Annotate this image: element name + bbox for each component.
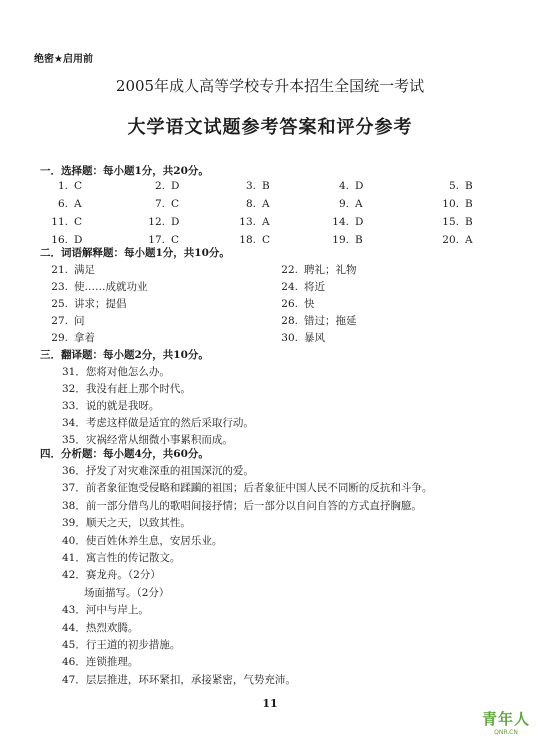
answer-value: D bbox=[355, 216, 364, 228]
question-number: 24. bbox=[281, 281, 298, 293]
answer-value: A bbox=[262, 216, 270, 228]
answer-cell bbox=[42, 279, 148, 294]
answer-cell bbox=[42, 296, 127, 311]
answer-cell bbox=[272, 262, 357, 277]
answer-line: 44．热烈欢腾。 bbox=[62, 621, 139, 634]
section-1-heading: 一．选择题：每小题1分，共20分。 bbox=[40, 165, 209, 177]
answer-value: D bbox=[355, 180, 364, 192]
answer-cell bbox=[234, 216, 270, 228]
question-number: 22. bbox=[281, 264, 298, 276]
answer-cell bbox=[42, 262, 95, 277]
answer-value: 快 bbox=[304, 298, 315, 310]
question-number: 6. bbox=[57, 198, 68, 210]
answer-value: C bbox=[171, 198, 180, 210]
answer-value: C bbox=[74, 180, 83, 192]
answer-cell bbox=[433, 198, 473, 210]
answer-cell bbox=[234, 234, 270, 246]
section-2-heading: 二．词语解释题：每小题1分，共10分。 bbox=[40, 247, 230, 259]
answer-line: 46．连锁推理。 bbox=[62, 656, 139, 669]
answer-value: B bbox=[465, 216, 473, 228]
answer-cell bbox=[42, 330, 95, 345]
answer-line: 34．考虑这样做是适宜的然后采取行动。 bbox=[62, 417, 254, 429]
answer-cell bbox=[141, 180, 179, 192]
answer-value: 聘礼；礼物 bbox=[304, 264, 357, 276]
question-number: 12. bbox=[148, 216, 165, 228]
answer-cell bbox=[433, 180, 473, 192]
answer-value: D bbox=[74, 234, 83, 246]
answer-row bbox=[0, 279, 540, 297]
watermark-url: QNR.CN bbox=[494, 729, 518, 736]
answer-cell bbox=[141, 216, 179, 228]
answer-value: 讲求；提倡 bbox=[74, 298, 127, 310]
answer-line: 47．层层推进，环环紧扣，承接紧密，气势充沛。 bbox=[62, 673, 296, 686]
question-number: 1. bbox=[57, 180, 68, 192]
answer-value: 暴风 bbox=[304, 332, 325, 344]
answer-line: 39．顺天之天，以致其性。 bbox=[62, 517, 191, 530]
answer-cell bbox=[234, 180, 270, 192]
answer-line: 33．说的就是我呀。 bbox=[62, 400, 160, 412]
question-number: 29. bbox=[51, 332, 68, 344]
answer-cell bbox=[325, 198, 363, 210]
answer-row bbox=[0, 296, 540, 314]
question-number: 16. bbox=[51, 234, 68, 246]
question-number: 23. bbox=[51, 281, 68, 293]
question-number: 5. bbox=[448, 180, 459, 192]
answer-line: 37．前者象征饱受侵略和蹂躏的祖国；后者象征中国人民不同断的反抗和斗争。 bbox=[62, 482, 433, 495]
answer-line: 43．河中与岸上。 bbox=[62, 604, 149, 617]
section-3-heading: 三．翻译题：每小题2分，共10分。 bbox=[40, 349, 209, 361]
answer-line: 45．行王道的初步措施。 bbox=[62, 639, 181, 651]
answer-row bbox=[0, 180, 540, 198]
answer-line: 38．前一部分借鸟儿的歌唱间接抒情；后一部分以自问自答的方式直抒胸臆。 bbox=[62, 499, 422, 512]
answer-value: C bbox=[262, 234, 271, 246]
answer-value: 使……成就功业 bbox=[74, 281, 148, 293]
question-number: 13. bbox=[239, 216, 256, 228]
answer-cell bbox=[272, 279, 325, 294]
answer-value: D bbox=[171, 216, 180, 228]
answer-value: 满足 bbox=[74, 264, 95, 276]
exam-title: 2005年成人高等学校专升本招生全国统一考试 bbox=[115, 77, 425, 95]
answer-cell bbox=[433, 234, 473, 246]
answer-value: A bbox=[355, 198, 363, 210]
answer-value: A bbox=[465, 234, 473, 246]
question-number: 11. bbox=[51, 216, 68, 228]
answer-cell bbox=[44, 180, 82, 192]
answer-row bbox=[0, 313, 540, 331]
answer-value: B bbox=[465, 198, 473, 210]
question-number: 21. bbox=[51, 264, 68, 276]
answer-cell bbox=[272, 313, 357, 328]
answer-line: 35．灾祸经常从细微小事累积而成。 bbox=[62, 434, 233, 446]
answer-line: 32．我没有赶上那个时代。 bbox=[62, 383, 191, 395]
question-number: 8. bbox=[245, 198, 256, 210]
question-number: 26. bbox=[281, 298, 298, 310]
question-number: 4. bbox=[338, 180, 349, 192]
question-number: 17. bbox=[148, 234, 165, 246]
answer-row bbox=[0, 330, 540, 348]
answer-line: 36．抒发了对灾难深重的祖国深沉的爱。 bbox=[62, 465, 254, 477]
question-number: 28. bbox=[281, 315, 298, 327]
answer-value: C bbox=[74, 216, 83, 228]
answer-cell bbox=[234, 198, 270, 210]
answer-title: 大学语文试题参考答案和评分参考 bbox=[127, 117, 413, 138]
answer-value: A bbox=[262, 198, 270, 210]
secret-label: 绝密★启用前 bbox=[34, 54, 93, 65]
answer-line: 40．使百姓休养生息，安居乐业。 bbox=[62, 534, 223, 547]
watermark-text: 青年人 bbox=[481, 710, 530, 728]
watermark-logo bbox=[482, 708, 530, 736]
answer-cell bbox=[272, 296, 315, 311]
question-number: 14. bbox=[332, 216, 349, 228]
answer-cell bbox=[44, 198, 82, 210]
answer-cell bbox=[433, 216, 473, 228]
question-number: 10. bbox=[442, 198, 459, 210]
question-number: 18. bbox=[239, 234, 256, 246]
question-number: 30. bbox=[281, 332, 298, 344]
question-number: 19. bbox=[332, 234, 349, 246]
answer-value: B bbox=[262, 180, 270, 192]
answer-value: 拿着 bbox=[74, 332, 95, 344]
question-number: 3. bbox=[245, 180, 256, 192]
answer-cell bbox=[44, 216, 82, 228]
answer-value: B bbox=[355, 234, 363, 246]
answer-row bbox=[0, 216, 540, 234]
question-number: 15. bbox=[442, 216, 459, 228]
question-number: 20. bbox=[442, 234, 459, 246]
answer-cell bbox=[42, 313, 85, 328]
answer-cell bbox=[272, 330, 325, 345]
answer-cell bbox=[325, 234, 363, 246]
answer-cell bbox=[325, 180, 363, 192]
question-number: 2. bbox=[154, 180, 165, 192]
answer-value: 将近 bbox=[304, 281, 325, 293]
answer-line: 41．寓言性的传记散文。 bbox=[62, 552, 181, 564]
answer-line: 42．赛龙舟。（2分） bbox=[62, 569, 161, 582]
answer-value: A bbox=[74, 198, 82, 210]
answer-row bbox=[0, 262, 540, 280]
answer-cell bbox=[141, 198, 179, 210]
question-number: 9. bbox=[338, 198, 349, 210]
section-4-heading: 四．分析题：每小题4分，共60分。 bbox=[40, 448, 209, 460]
answer-cell bbox=[325, 216, 363, 228]
question-number: 27. bbox=[51, 315, 68, 327]
answer-line: 31．您将对他怎么办。 bbox=[62, 366, 170, 378]
answer-value: 错过；拖延 bbox=[304, 315, 357, 327]
answer-value: B bbox=[465, 180, 473, 192]
answer-row bbox=[0, 198, 540, 216]
question-number: 25. bbox=[51, 298, 68, 310]
answer-value: D bbox=[171, 180, 180, 192]
page-number: 11 bbox=[262, 697, 278, 710]
answer-value: C bbox=[171, 234, 180, 246]
question-number: 7. bbox=[154, 198, 165, 210]
answer-line: 场面描写。（2分） bbox=[84, 586, 170, 599]
answer-value: 问 bbox=[74, 315, 85, 327]
